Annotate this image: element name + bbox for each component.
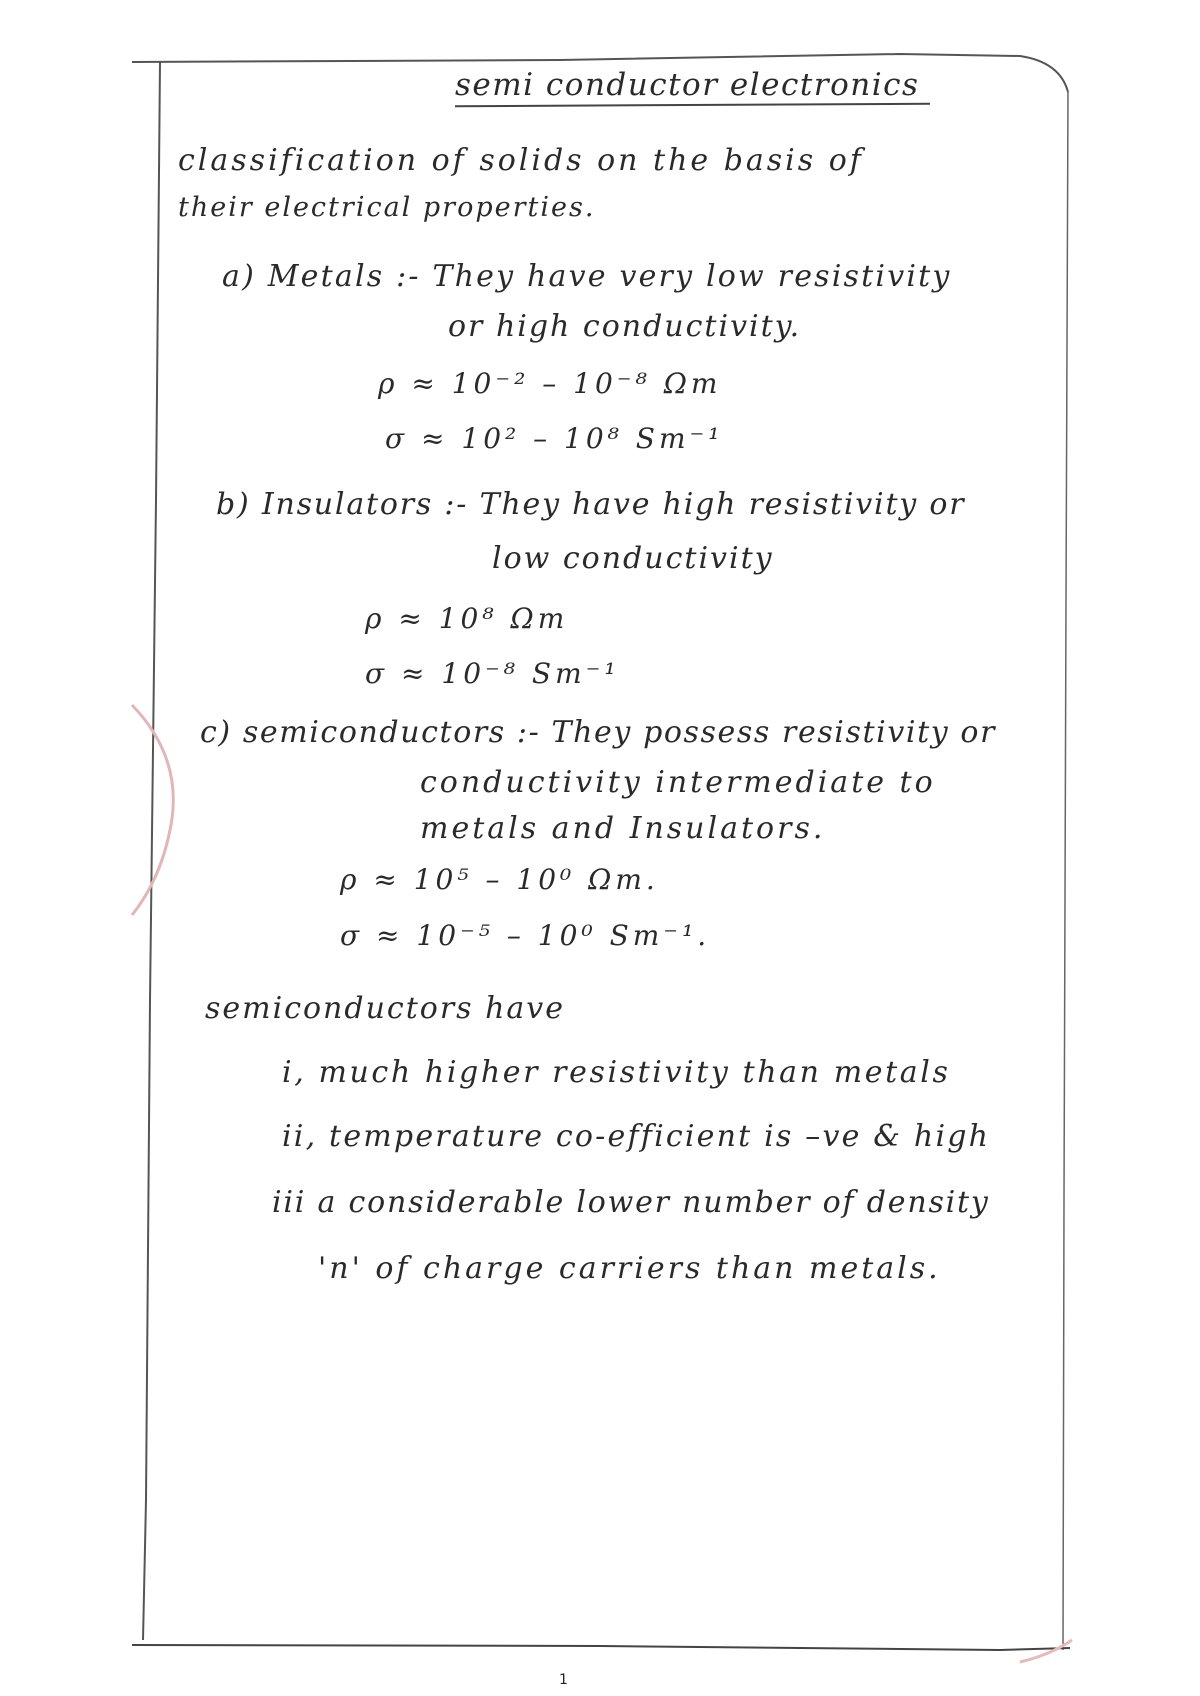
semiconductors-line-3: metals and Insulators. xyxy=(420,811,826,846)
intro-line-1: classification of solids on the basis of xyxy=(178,143,864,178)
property-item-2: ii, temperature co-efficient is –ve & high xyxy=(282,1119,991,1154)
metals-resistivity: ρ ≈ 10⁻² – 10⁻⁸ Ωm xyxy=(378,367,722,400)
insulators-resistivity: ρ ≈ 10⁸ Ωm xyxy=(365,602,569,635)
semiconductors-line-2: conductivity intermediate to xyxy=(420,765,936,800)
insulators-line-1: b) Insulators :- They have high resistivity or xyxy=(216,487,966,522)
properties-heading: semiconductors have xyxy=(205,991,566,1026)
intro-line-2: their electrical properties. xyxy=(178,192,596,223)
metals-line-2: or high conductivity. xyxy=(448,309,802,344)
semiconductors-conductivity: σ ≈ 10⁻⁵ – 10⁰ Sm⁻¹. xyxy=(340,919,711,952)
insulators-conductivity: σ ≈ 10⁻⁸ Sm⁻¹ xyxy=(365,657,620,690)
left-margin-line xyxy=(143,62,160,1640)
insulators-line-2: low conductivity xyxy=(492,541,774,576)
page-title: semi conductor electronics xyxy=(455,67,920,103)
property-item-1: i, much higher resistivity than metals xyxy=(282,1055,951,1090)
right-border-line xyxy=(1063,92,1068,1650)
property-item-3-line-2: 'n' of charge carriers than metals. xyxy=(318,1251,941,1286)
page-number: 1 xyxy=(559,1672,568,1688)
metals-conductivity: σ ≈ 10² – 10⁸ Sm⁻¹ xyxy=(385,422,724,455)
bottom-edge-stain xyxy=(1020,1640,1072,1662)
semiconductors-resistivity: ρ ≈ 10⁵ – 10⁰ Ωm. xyxy=(340,863,659,896)
bottom-border-line xyxy=(132,1645,1070,1650)
semiconductors-line-1: c) semiconductors :- They possess resistivity or xyxy=(200,715,997,750)
property-item-3-line-1: iii a considerable lower number of density xyxy=(272,1185,990,1220)
metals-line-1: a) Metals :- They have very low resistivity xyxy=(222,259,952,294)
